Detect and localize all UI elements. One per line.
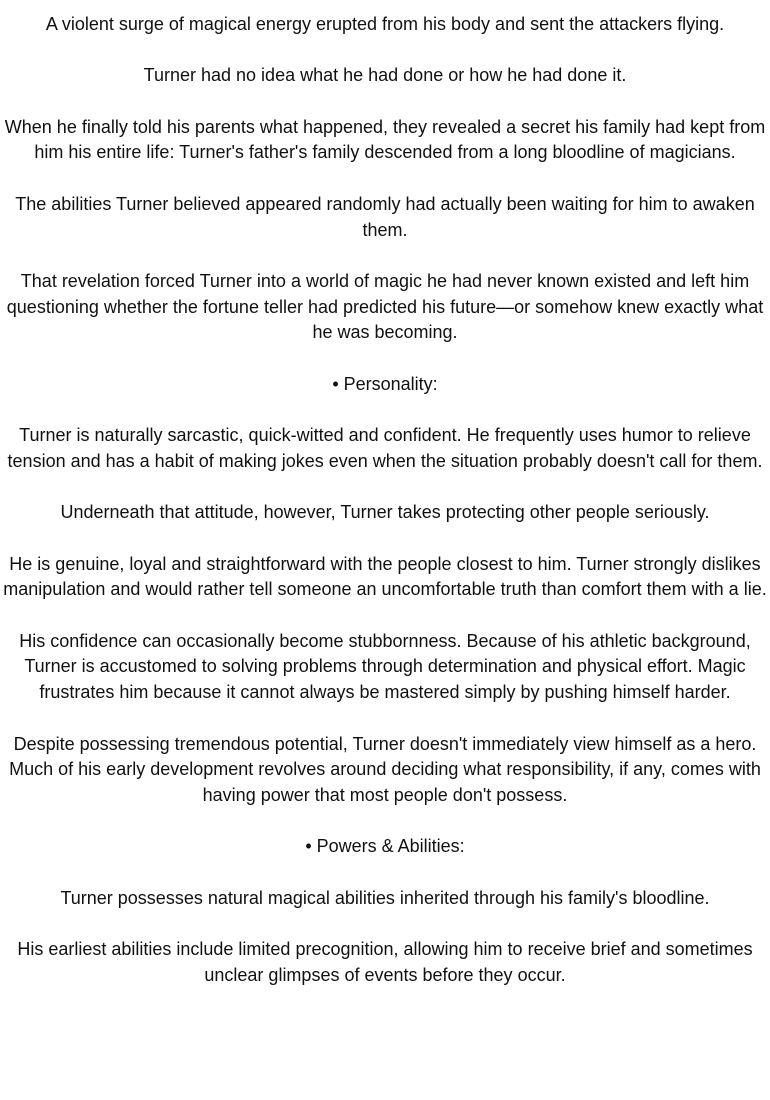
paragraph-revelation: That revelation forced Turner into a world of magic he had never known existed and left him questioning whether the fortune teller had predicted his future—or somehow knew exactly what he was becoming.: [6, 270, 764, 343]
paragraph-sarcastic: Turner is naturally sarcastic, quick-witted and confident. He frequently uses humor to relieve tension and has a habit of making jokes even when the situation probably doesn't call for them.: [7, 425, 763, 471]
paragraph-precognition: His earliest abilities include limited precognition, allowing him to receive brief and sometimes unclear glimpses of events before they occur.: [17, 939, 753, 985]
paragraph-abilities-waiting: The abilities Turner believed appeared randomly had actually been waiting for him to awaken them.: [15, 193, 755, 240]
paragraph-underneath: Underneath that attitude, however, Turner takes protecting other people seriously.: [60, 502, 710, 523]
paragraph-family-secret: When he finally told his parents what happened, they revealed a secret his family had kept from him his entire life: Turner's father's family descended from a long bloodline of magicians.: [4, 116, 766, 163]
paragraph-magic-surge: A violent surge of magical energy erupted from his body and sent the attackers flying.: [45, 14, 725, 34]
paragraph-bloodline: Turner possesses natural magical abilities inherited through his family's bloodline.: [60, 887, 710, 908]
section-heading-powers: • Powers & Abilities:: [305, 836, 465, 857]
paragraph-no-idea: Turner had no idea what he had done or how he had done it.: [143, 65, 627, 86]
paragraph-stubbornness: His confidence can occasionally become stubbornness. Because of his athletic background, Turner is accustomed to solving problems through determination and physical effort. Magic frustrates him because it cannot always be mastered simply by pushing himself harder.: [19, 630, 751, 703]
paragraph-potential: Despite possessing tremendous potential, Turner doesn't immediately view himself as a hero. Much of his early development revolves around deciding what responsibility, if any, comes with having power that most people don't possess.: [9, 733, 761, 805]
section-heading-personality: • Personality:: [332, 373, 438, 394]
paragraph-genuine: He is genuine, loyal and straightforward with the people closest to him. Turner strongly dislikes manipulation and would rather tell someone an uncomfortable truth than comfort them with a lie.: [3, 553, 767, 600]
